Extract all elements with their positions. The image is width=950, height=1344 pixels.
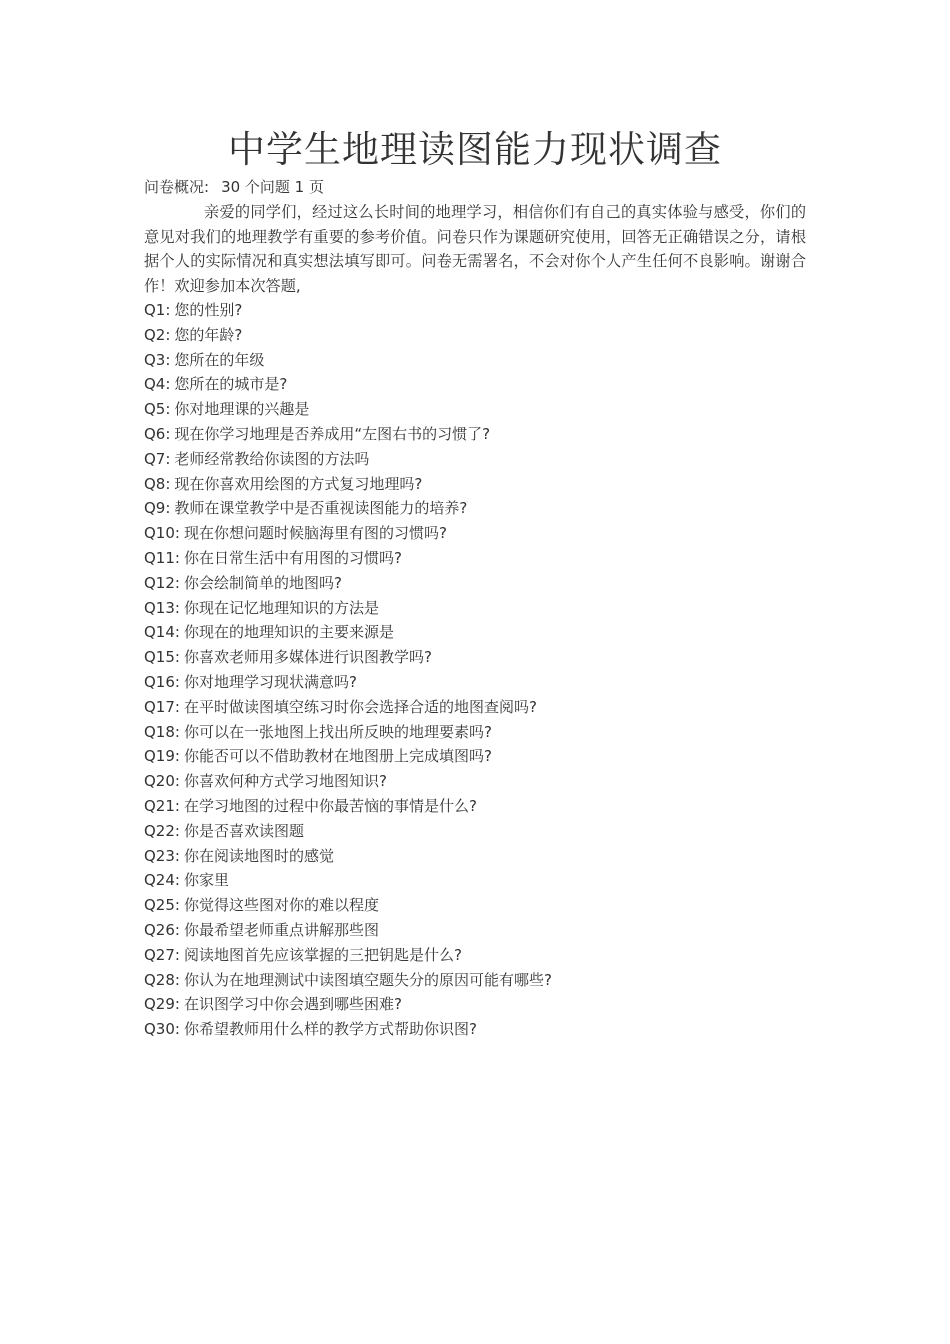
question-item [144,670,824,695]
question-text: 在平时做读图填空练习时你会选择合适的地图查阅吗? [183,697,537,716]
question-number: Q21: [144,796,180,815]
question-text: 你希望教师用什么样的教学方式帮助你识图? [183,1020,477,1039]
question-number: Q29: [144,995,180,1014]
question-text: 你喜欢老师用多媒体进行识图教学吗? [183,648,432,667]
question-item [144,943,824,968]
question-item [144,397,824,422]
question-item [144,918,824,943]
question-item [144,1017,824,1042]
question-number: Q24: [144,871,180,890]
question-item [144,546,824,571]
overview-label: 问卷概况: [144,178,210,196]
question-item [144,422,824,447]
question-item [144,372,824,397]
question-text: 你会绘制简单的地图吗? [183,573,342,592]
question-item [144,868,824,893]
intro-tail: 欢迎参加本次答题, [174,276,301,295]
question-item [144,844,824,869]
question-number: Q25: [144,896,180,915]
question-text: 教师在课堂教学中是否重视读图能力的培养? [174,499,468,518]
question-text: 你现在的地理知识的主要来源是 [183,623,394,642]
question-number: Q12: [144,573,180,592]
question-number: Q14: [144,623,180,642]
question-number: Q3: [144,350,171,369]
question-item [144,323,824,348]
intro-text: 亲爱的同学们，经过这么长时间的地理学习，相信你们有自己的真实体验与感受，你们的意见对我们的地理教学有重要的参考价值。问卷只作为课题研究使用，回答无正确错误之分，请根据个人的实际情况和真实想法填写即可。问卷无需署名，不会对你个人产生任何不良影响。谢谢合作！ [144,203,806,295]
question-number: Q22: [144,821,180,840]
question-number: Q8: [144,474,171,493]
question-number: Q16: [144,672,180,691]
question-text: 你对地理学习现状满意吗? [183,672,357,691]
question-text: 你喜欢何种方式学习地图知识? [183,772,387,791]
question-text: 你在日常生活中有用图的习惯吗? [183,548,402,567]
question-text: 您的年龄? [174,325,243,344]
question-text: 你认为在地理测试中读图填空题失分的原因可能有哪些? [183,970,552,989]
question-text: 你在阅读地图时的感觉 [183,846,334,865]
question-item [144,496,824,521]
question-item [144,571,824,596]
question-item [144,720,824,745]
question-number: Q13: [144,598,180,617]
question-number: Q11: [144,548,180,567]
question-item [144,447,824,472]
question-text: 你对地理课的兴趣是 [174,400,310,419]
question-item [144,298,824,323]
question-item [144,794,824,819]
question-item [144,620,824,645]
question-item [144,893,824,918]
question-number: Q2: [144,325,171,344]
question-list [144,298,824,1042]
question-text: 在识图学习中你会遇到哪些困难? [183,995,402,1014]
question-text: 老师经常教给你读图的方法吗 [174,449,370,468]
question-text: 你可以在一张地图上找出所反映的地理要素吗? [183,722,492,741]
question-number: Q15: [144,648,180,667]
question-number: Q9: [144,499,171,518]
overview-value: 30 个问题 1 页 [221,178,324,196]
question-number: Q28: [144,970,180,989]
question-number: Q6: [144,424,171,443]
question-number: Q30: [144,1020,180,1039]
question-item [144,472,824,497]
question-item [144,992,824,1017]
question-item [144,596,824,621]
question-item [144,769,824,794]
question-item [144,968,824,993]
question-text: 你觉得这些图对你的难以程度 [183,896,379,915]
intro-paragraph [144,200,806,298]
question-number: Q19: [144,747,180,766]
document-title: 中学生地理读图能力现状调查 [228,128,722,171]
question-item [144,521,824,546]
question-number: Q18: [144,722,180,741]
question-item [144,645,824,670]
question-text: 您的性别? [174,301,243,319]
question-number: Q26: [144,920,180,939]
question-text: 现在你学习地理是否养成用“左图右书的习惯了? [174,424,491,443]
question-number: Q20: [144,772,180,791]
question-number: Q4: [144,375,171,394]
question-item [144,695,824,720]
question-number: Q27: [144,945,180,964]
question-text: 你现在记忆地理知识的方法是 [183,598,379,617]
question-text: 你是否喜欢读图题 [183,821,304,840]
question-number: Q10: [144,524,180,543]
question-item [144,819,824,844]
question-number: Q5: [144,400,171,419]
question-text: 您所在的年级 [174,350,265,369]
question-item [144,348,824,373]
question-text: 现在你想问题时候脑海里有图的习惯吗? [183,524,447,543]
question-text: 您所在的城市是? [174,375,288,394]
question-number: Q1: [144,301,171,319]
question-text: 阅读地图首先应该掌握的三把钥匙是什么? [183,945,462,964]
question-text: 现在你喜欢用绘图的方式复习地理吗? [174,474,423,493]
question-number: Q7: [144,449,171,468]
question-number: Q17: [144,697,180,716]
question-text: 你家里 [183,871,229,890]
question-text: 在学习地图的过程中你最苦恼的事情是什么? [183,796,477,815]
question-number: Q23: [144,846,180,865]
question-item [144,744,824,769]
survey-overview [144,176,324,198]
question-text: 你最希望老师重点讲解那些图 [183,920,379,939]
question-text: 你能否可以不借助教材在地图册上完成填图吗? [183,747,492,766]
